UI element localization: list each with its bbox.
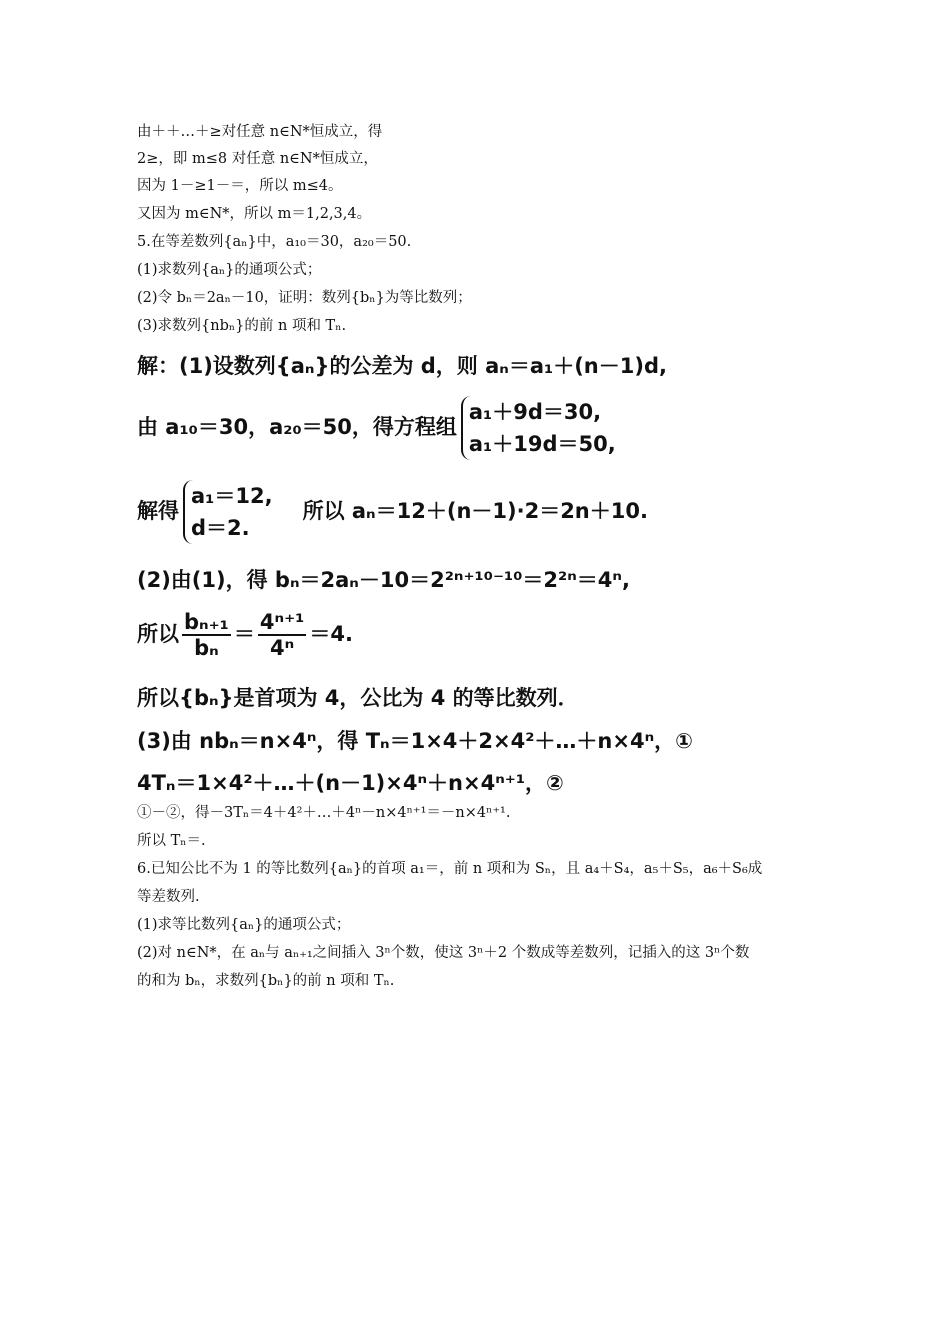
ratio-denominator: bₙ — [194, 636, 219, 660]
question-6-part-2-line-1: (2)对 n∈N*，在 aₙ与 aₙ₊₁之间插入 3ⁿ个数，使这 3ⁿ＋2 个数成等差数列，记插入的这 3ⁿ个数 — [137, 945, 750, 961]
intro-line-2: 2≥，即 m≤8 对任意 n∈N*恒成立， — [137, 151, 378, 167]
solution-line-2 — [137, 396, 616, 460]
equation-system — [461, 396, 616, 460]
ratio-fraction — [182, 610, 231, 660]
after-line-1: ①－②，得－3Tₙ＝4＋4²＋…＋4ⁿ－n×4ⁿ⁺¹＝－n×4ⁿ⁺¹. — [137, 805, 511, 821]
solution-line-5-equals: ＝ — [233, 622, 255, 646]
power-denominator: 4ⁿ — [270, 636, 295, 660]
power-fraction — [258, 610, 306, 660]
solution-line-7: (3)由 nbₙ＝n×4ⁿ，得 Tₙ＝1×4＋2×4²＋…＋n×4ⁿ，① — [137, 729, 693, 753]
solution-line-2-lead: 由 a₁₀＝30，a₂₀＝50，得方程组 — [137, 415, 457, 439]
intro-line-3: 因为 1－≥1－＝，所以 m≤4。 — [137, 178, 343, 194]
solution-d: d＝2. — [191, 516, 250, 540]
solution-line-5-lead: 所以 — [137, 622, 179, 646]
solution-line-4: (2)由(1)，得 bₙ＝2aₙ－10＝2²ⁿ⁺¹⁰⁻¹⁰＝2²ⁿ＝4ⁿ, — [137, 568, 630, 592]
after-line-2: 所以 Tₙ＝. — [137, 833, 206, 849]
solution-line-6: 所以{bₙ}是首项为 4，公比为 4 的等比数列． — [137, 686, 579, 710]
solution-line-3 — [137, 480, 648, 544]
equation-2: a₁＋19d＝50, — [468, 432, 616, 456]
solution-line-3-tail: 所以 aₙ＝12＋(n－1)·2＝2n＋10. — [302, 499, 648, 523]
solution-system — [183, 480, 273, 544]
solution-a1: a₁＝12, — [191, 484, 273, 508]
power-numerator: 4ⁿ⁺¹ — [259, 610, 305, 634]
question-5-part-2: (2)令 bₙ＝2aₙ－10，证明：数列{bₙ}为等比数列； — [137, 290, 472, 306]
solution-line-5 — [137, 610, 353, 660]
intro-line-4: 又因为 m∈N*，所以 m＝1,2,3,4。 — [137, 206, 372, 222]
question-6-part-1: (1)求等比数列{aₙ}的通项公式； — [137, 917, 351, 933]
question-5-part-1: (1)求数列{aₙ}的通项公式； — [137, 262, 322, 278]
question-6-stem-line-1: 6.已知公比不为 1 的等比数列{aₙ}的首项 a₁＝，前 n 项和为 Sₙ，且 a₄＋S₄，a₅＋S₅，a₆＋S₆成 — [137, 861, 763, 877]
solution-line-3-lead: 解得 — [137, 499, 179, 523]
ratio-numerator: bₙ₊₁ — [184, 610, 229, 634]
question-6-part-2-line-2: 的和为 bₙ，求数列{bₙ}的前 n 项和 Tₙ. — [137, 973, 395, 989]
question-5-stem: 5.在等差数列{aₙ}中，a₁₀＝30，a₂₀＝50. — [137, 234, 412, 250]
solution-line-5-tail: ＝4. — [309, 622, 353, 646]
intro-line-1: 由＋＋…＋≥对任意 n∈N*恒成立，得 — [137, 124, 383, 140]
question-6-stem-line-2: 等差数列. — [137, 889, 200, 905]
equation-1: a₁＋9d＝30, — [468, 400, 602, 424]
solution-line-1: 解：(1)设数列{aₙ}的公差为 d，则 aₙ＝a₁＋(n－1)d, — [137, 354, 667, 378]
solution-line-8: 4Tₙ＝1×4²＋…＋(n－1)×4ⁿ＋n×4ⁿ⁺¹，② — [137, 771, 564, 795]
question-5-part-3: (3)求数列{nbₙ}的前 n 项和 Tₙ. — [137, 318, 347, 334]
